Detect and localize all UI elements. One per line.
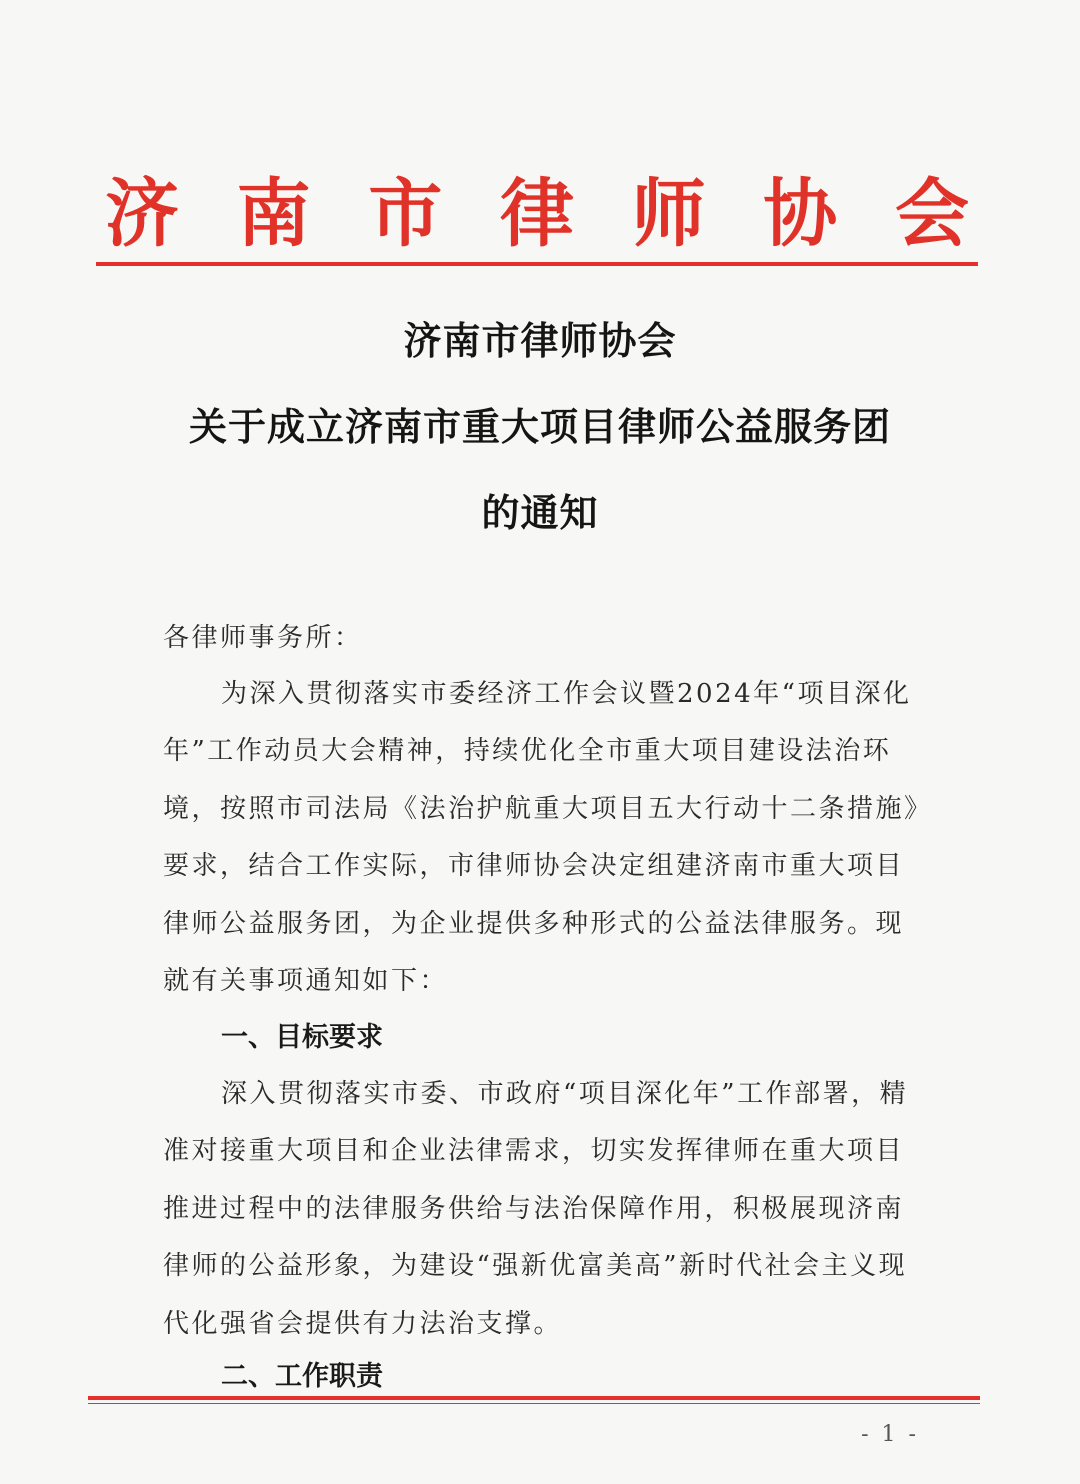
letterhead-char: 济	[105, 171, 179, 257]
letterhead-char: 南	[236, 171, 311, 257]
document-title-line-3: 的通知	[481, 490, 599, 535]
document-title-line-1: 济南市律师协会	[403, 318, 677, 363]
document-title-line-2: 关于成立济南市重大项目律师公益服务团	[188, 404, 891, 449]
section-heading-duties: 二、工作职责	[221, 1361, 383, 1392]
letterhead-char: 协	[763, 171, 838, 257]
letterhead-divider	[96, 262, 978, 266]
letterhead-char: 师	[631, 171, 706, 257]
letterhead-char: 市	[368, 171, 443, 257]
paragraph-intro: 为深入贯彻落实市委经济工作会议暨2024年“项目深化年”工作动员大会精神，持续优化全市重大项目建设法治环境，按照市司法局《法治护航重大项目五大行动十二条措施》要求，结合工作实际，市律师协会决定组建济南市重大项目律师公益服务团，为企业提供多种形式的公益法律服务。现就有关事项通知如下：	[163, 679, 920, 997]
footer-divider-thick	[88, 1396, 980, 1400]
letterhead-org-name	[96, 166, 978, 262]
footer-divider-thin	[88, 1403, 980, 1404]
section-heading-goals: 一、目标要求	[221, 1022, 383, 1053]
letterhead-char: 会	[894, 171, 969, 257]
letterhead-char: 律	[499, 171, 574, 257]
salutation: 各律师事务所：	[163, 623, 363, 653]
paragraph-goals: 深入贯彻落实市委、市政府“项目深化年”工作部署，精准对接重大项目和企业法律需求，切实发挥律师在重大项目推进过程中的法律服务供给与法治保障作用，积极展现济南律师的公益形象，为建设“强新优富美高”新时代社会主义现代化强省会提供有力法治支撑。	[163, 1079, 909, 1339]
page-number: - 1 -	[861, 1422, 919, 1447]
